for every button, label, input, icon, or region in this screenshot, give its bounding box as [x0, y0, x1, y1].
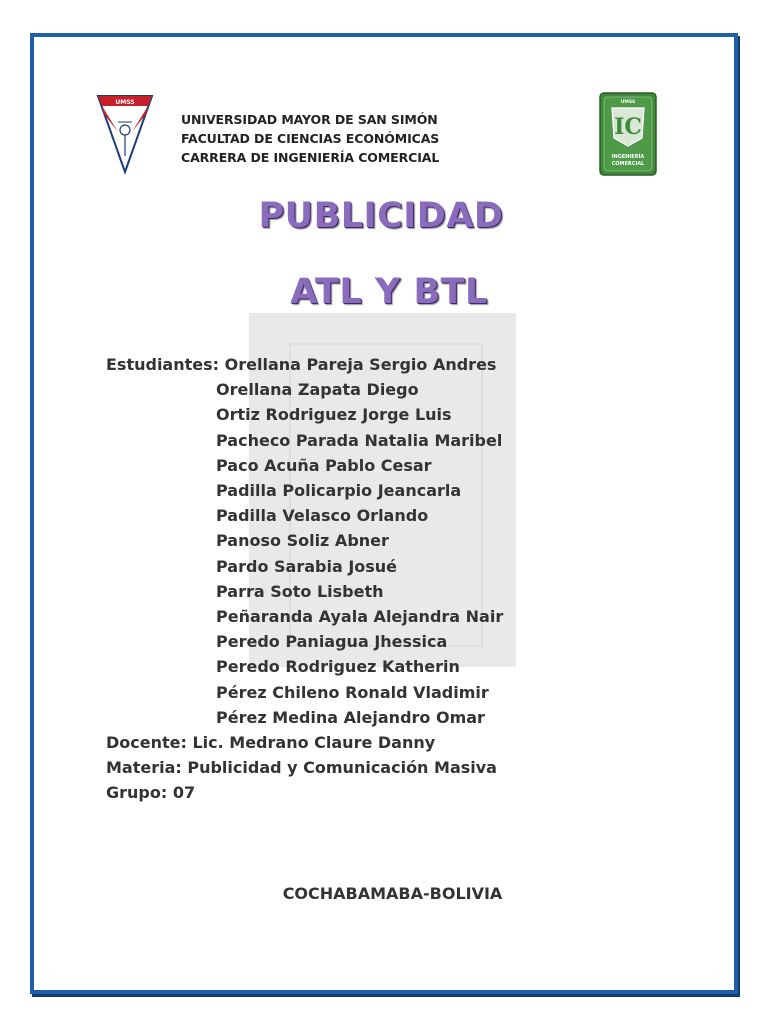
- subtitle: ATL Y BTL: [290, 272, 488, 312]
- university-name: UNIVERSIDAD MAYOR DE SAN SIMÓN: [181, 112, 438, 127]
- svg-text:COMERCIAL: COMERCIAL: [611, 161, 645, 167]
- student-name: Ortiz Rodriguez Jorge Luis: [216, 405, 452, 425]
- student-name: Orellana Zapata Diego: [216, 380, 419, 400]
- materia-line: Materia: Publicidad y Comunicación Masiva: [106, 758, 497, 778]
- umss-seal-icon: [96, 92, 154, 176]
- students-label: Estudiantes:: [106, 355, 220, 374]
- student-name: Peredo Rodriguez Katherin: [216, 657, 460, 677]
- student-name: Padilla Policarpio Jeancarla: [216, 481, 462, 501]
- ic-logo-top-text: UMSS: [620, 100, 636, 105]
- grupo-line: Grupo: 07: [106, 783, 196, 803]
- students-block: [106, 352, 503, 806]
- location-footer: COCHABAMABA-BOLIVIA: [282, 884, 503, 903]
- student-name: Pacheco Parada Natalia Maribel: [216, 430, 503, 450]
- student-name: Panoso Soliz Abner: [216, 531, 389, 551]
- student-name: Peñaranda Ayala Alejandra Nair: [216, 607, 504, 627]
- students-first-row: [106, 352, 503, 377]
- student-name: Pérez Chileno Ronald Vladimir: [216, 682, 489, 702]
- institution-heading: [181, 110, 439, 167]
- student-name: Parra Soto Lisbeth: [216, 581, 384, 601]
- umss-logo-text: UMSS: [115, 99, 135, 106]
- student-name: Pérez Medina Alejandro Omar: [216, 707, 485, 727]
- ic-monogram: IC: [614, 114, 642, 140]
- ingenieria-comercial-shield-icon: [599, 92, 657, 176]
- student-name: Orellana Pareja Sergio Andres: [224, 355, 497, 374]
- career-name: CARRERA DE INGENIERÍA COMERCIAL: [181, 150, 440, 165]
- main-title: PUBLICIDAD: [258, 196, 504, 236]
- svg-text:INGENIERÍA: INGENIERÍA: [611, 154, 645, 160]
- student-name: Peredo Paniagua Jhessica: [216, 632, 448, 652]
- student-name: Paco Acuña Pablo Cesar: [216, 455, 432, 475]
- student-name: Pardo Sarabia Josué: [216, 556, 398, 576]
- student-name: Padilla Velasco Orlando: [216, 506, 429, 526]
- faculty-name: FACULTAD DE CIENCIAS ECONÓMICAS: [181, 131, 440, 146]
- docente-line: Docente: Lic. Medrano Claure Danny: [106, 733, 436, 753]
